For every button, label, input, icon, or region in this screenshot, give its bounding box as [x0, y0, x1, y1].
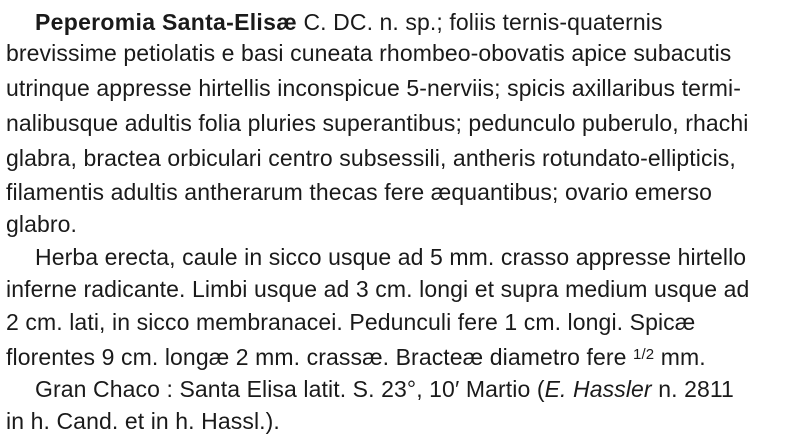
description-line-3: utrinque appresse hirtellis inconspicue 5-nerviis; spicis axillaribus termi-	[6, 75, 741, 101]
habit-line-4-unit: mm.	[660, 344, 706, 370]
habit-line-3: 2 cm. lati, in sicco membranacei. Pedunculi fere 1 cm. longi. Spicæ	[6, 309, 696, 335]
locality-text: Gran Chaco : Santa Elisa latit. S. 23°, 10′ Martio (	[35, 376, 545, 402]
document-page	[6, 0, 794, 444]
habit-line-4	[6, 341, 706, 371]
locality-line-1	[35, 375, 734, 403]
description-line-7: glabro.	[6, 211, 78, 237]
description-line-5: glabra, bractea orbiculari centro subsessili, antheris rotundato-ellipticis,	[6, 145, 736, 171]
habit-line-4-text: florentes 9 cm. longæ 2 mm. crassæ. Bracteæ diametro fere	[6, 344, 627, 370]
collector-name: E. Hassler	[544, 376, 652, 402]
description-line-4: nalibusque adultis folia pluries superantibus; pedunculo puberulo, rhachi	[6, 110, 749, 136]
fraction-half: 1/2	[633, 346, 655, 363]
description-line-1-rest: foliis ternis-quaternis	[449, 9, 663, 35]
description-line-2: brevissime petiolatis e basi cuneata rhombeo-obovatis apice subacutis	[6, 40, 732, 66]
description-line-6: filamentis adultis antherarum thecas fere æquantibus; ovario emerso	[6, 179, 712, 205]
species-authority: C. DC. n. sp.;	[303, 9, 443, 35]
habit-line-2: inferne radicante. Limbi usque ad 3 cm. longi et supra medium usque ad	[6, 276, 750, 302]
locality-line-2: in h. Cand. et in h. Hassl.).	[6, 408, 280, 434]
description-line-1	[35, 8, 663, 36]
species-name: Peperomia Santa-Elisæ	[35, 9, 297, 35]
habit-line-1: Herba erecta, caule in sicco usque ad 5 mm. crasso appresse hirtello	[35, 244, 747, 270]
collector-number: n. 2811	[651, 376, 734, 402]
